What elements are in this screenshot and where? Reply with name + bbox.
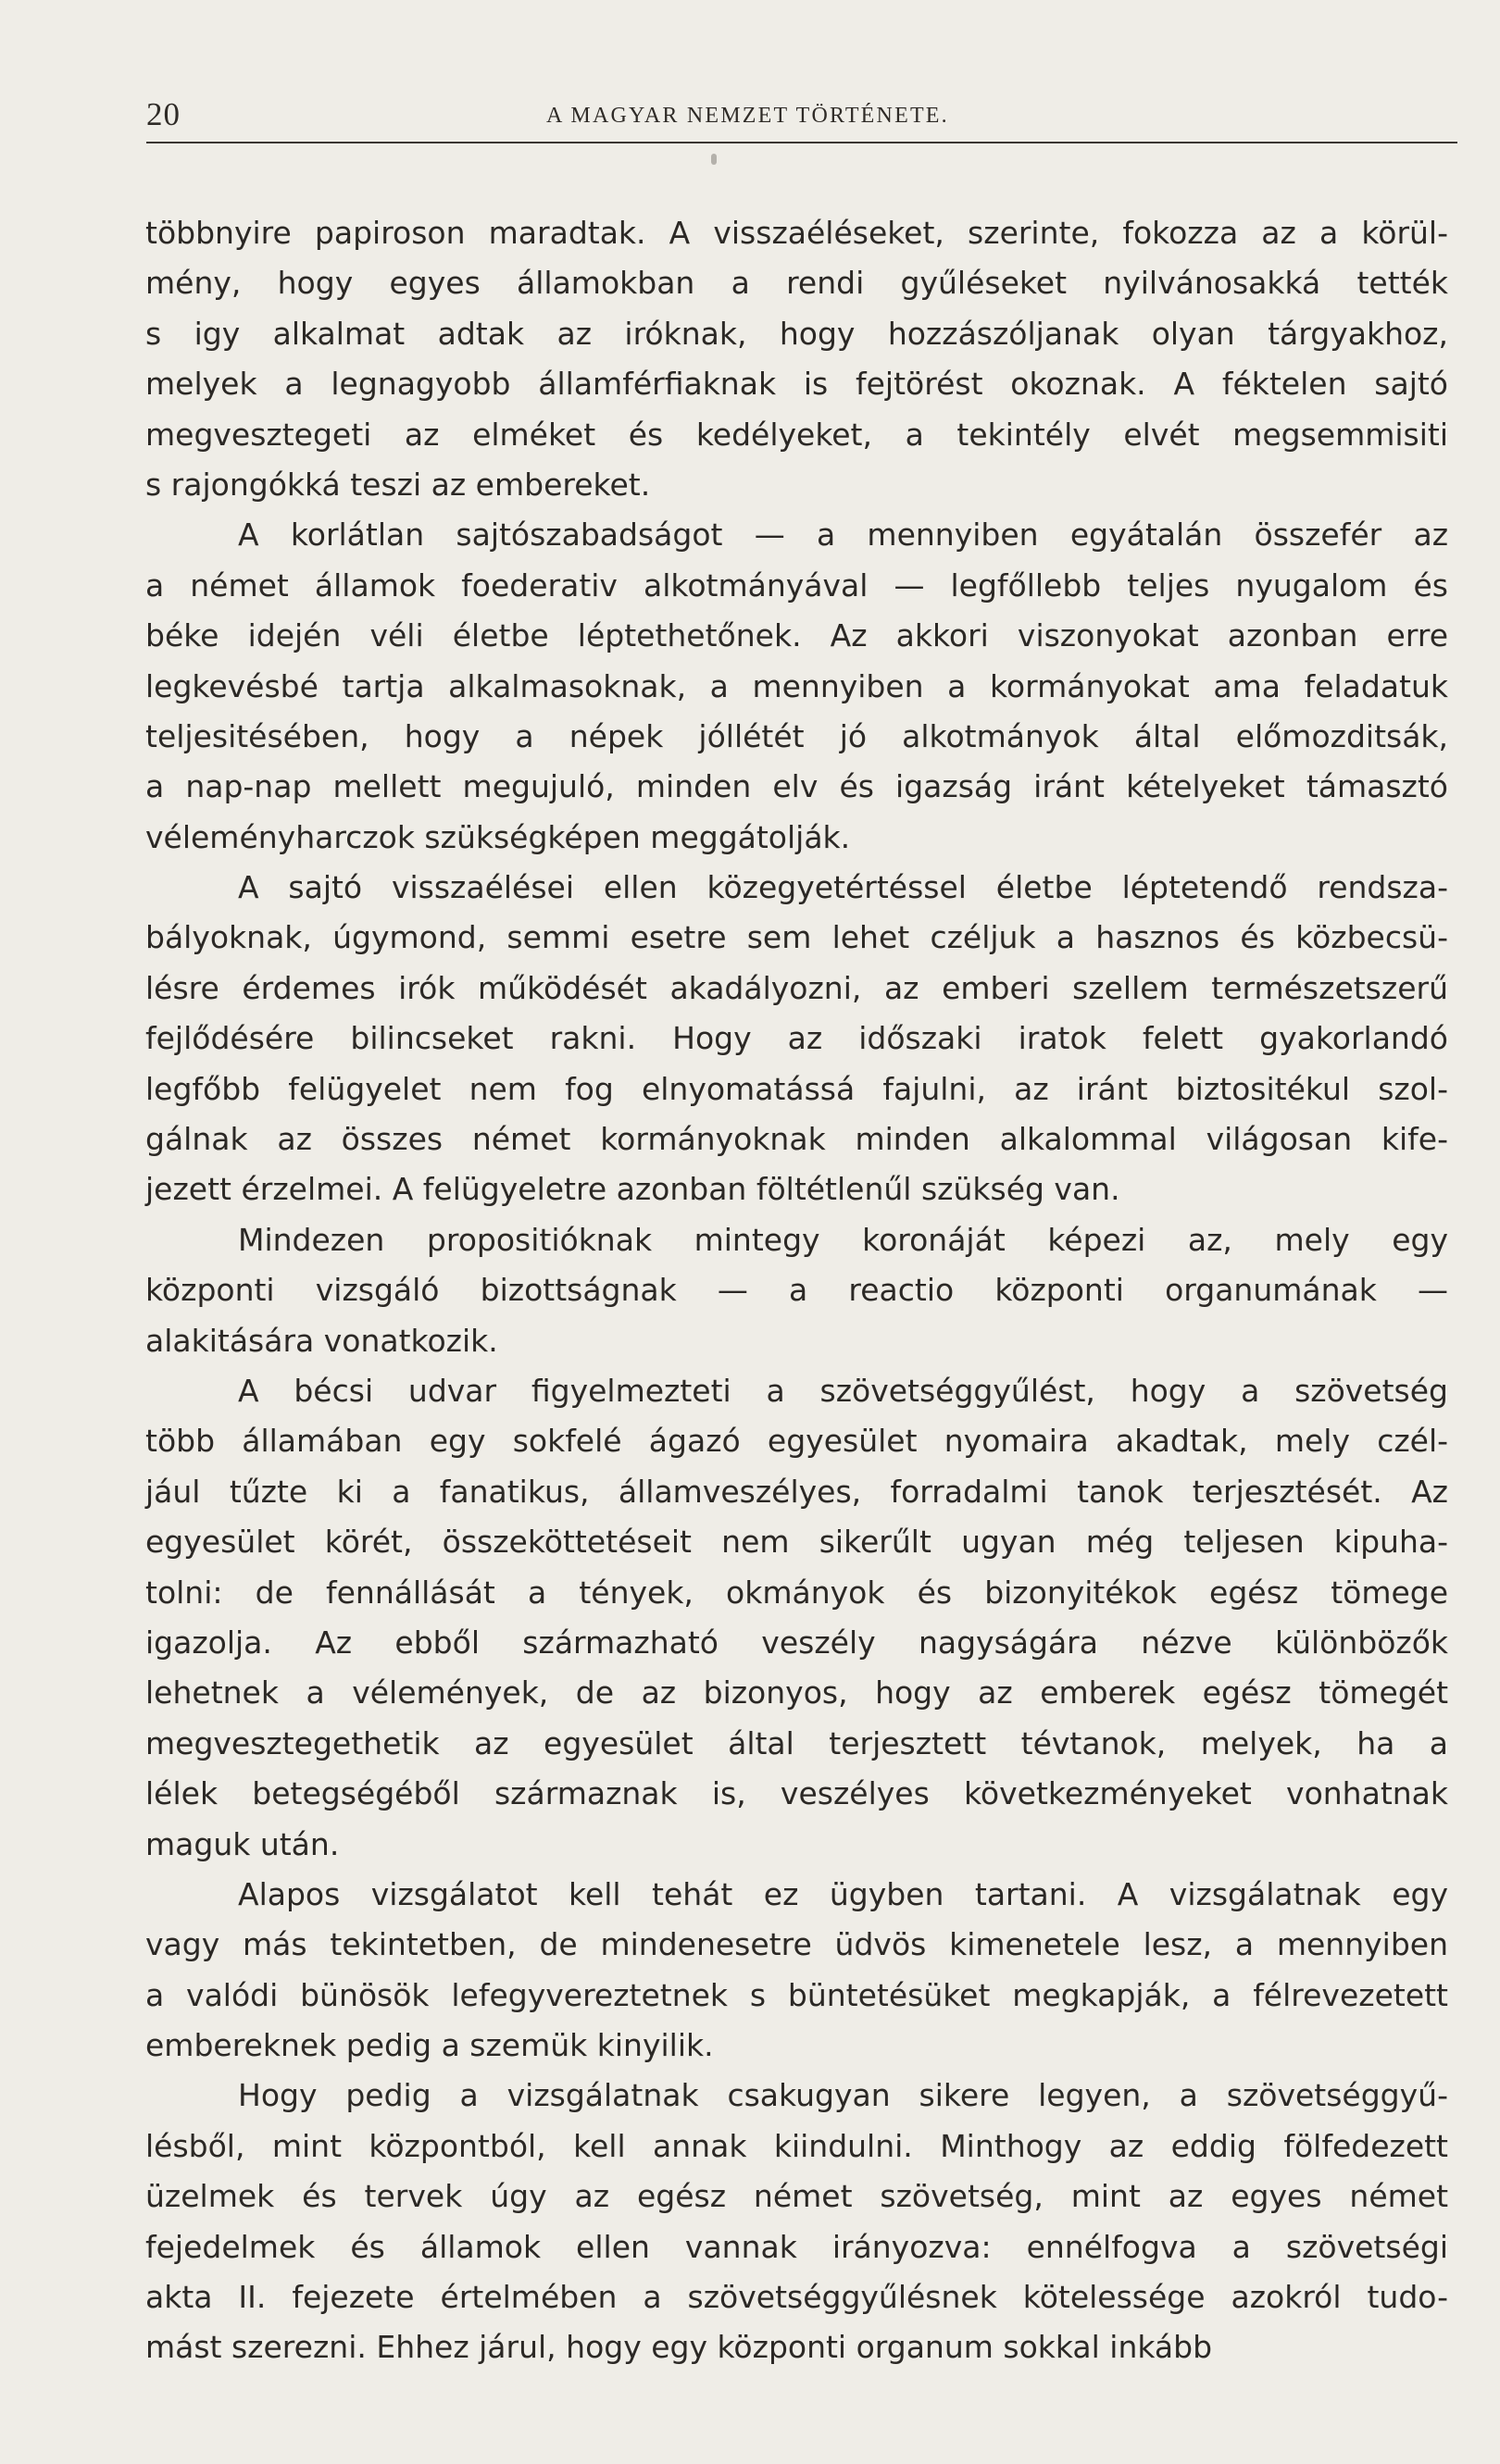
paragraph — [145, 1215, 1448, 1366]
text-line: egyesület körét, összeköttetéseit nem sikerűlt ugyan még teljesen kipuha- — [145, 1524, 1448, 1561]
text-line: embereknek pedig a szemük kinyilik. — [145, 2027, 714, 2064]
text-line: bályoknak, úgymond, semmi esetre sem lehet czéljuk a hasznos és közbecsü- — [145, 919, 1448, 956]
text-line: üzelmek és tervek úgy az egész német szövetség, mint az egyes német — [145, 2178, 1449, 2215]
text-line: véleményharczok szükségképen meggátolják. — [145, 818, 851, 855]
text-line: s rajongókká teszi az embereket. — [145, 466, 651, 503]
text-line: Mindezen propositióknak mintegy koronáját képezi az, mely egy — [238, 1221, 1448, 1258]
text-line: melyek a legnagyobb államférfiaknak is fejtörést okoznak. A féktelen sajtó — [145, 366, 1448, 403]
text-line: béke idején véli életbe léptethetőnek. Az akkori viszonyokat azonban erre — [145, 617, 1448, 654]
text-line: Alapos vizsgálatot kell tehát ez ügyben tartani. A vizsgálatnak egy — [238, 1875, 1448, 1912]
text-line: mény, hogy egyes államokban a rendi gyűléseket nyilvánosakká tették — [145, 265, 1449, 302]
text-line: megvesztegethetik az egyesület által terjesztett tévtanok, melyek, ha a — [145, 1724, 1449, 1761]
text-line: jezett érzelmei. A felügyeletre azonban föltétlenűl szükség van. — [145, 1171, 1120, 1208]
text-line: a német államok foederativ alkotmányával — legfőllebb teljes nyugalom és — [145, 566, 1448, 604]
text-line: maguk után. — [145, 1825, 340, 1862]
paragraph — [145, 863, 1448, 1215]
text-line: legfőbb felügyelet nem fog elnyomatássá fajulni, az iránt biztositékul szol- — [145, 1070, 1448, 1107]
print-speck — [711, 154, 717, 165]
running-title: A MAGYAR NEMZET TÖRTÉNETE. — [546, 104, 949, 128]
text-line: akta II. fejezete értelmében a szövetséggyűlésnek kötelessége azokról tudo- — [145, 2279, 1448, 2316]
text-line: Hogy pedig a vizsgálatnak csakugyan sikere legyen, a szövetséggyű- — [238, 2077, 1448, 2114]
text-line: jául tűzte ki a fanatikus, államveszélyes, forradalmi tanok terjesztését. Az — [145, 1473, 1448, 1510]
text-line: tolni: de fennállását a tények, okmányok és bizonyitékok egész tömege — [145, 1574, 1449, 1611]
body-text — [145, 208, 1448, 2373]
header-rule — [146, 142, 1457, 143]
text-line: lésre érdemes irók működését akadályozni, az emberi szellem természetszerű — [145, 969, 1448, 1006]
paragraph — [145, 208, 1448, 510]
text-line: igazolja. Az ebből származható veszély nagyságára nézve különbözők — [145, 1624, 1449, 1661]
text-line: fejedelmek és államok ellen vannak irányozva: ennélfogva a szövetségi — [145, 2228, 1448, 2265]
text-line: gálnak az összes német kormányoknak minden alkalommal világosan kife- — [145, 1121, 1448, 1158]
text-line: a valódi bünösök lefegyvereztetnek s büntetésüket megkapják, a félrevezetett — [145, 1976, 1448, 2013]
text-line: A bécsi udvar figyelmezteti a szövetséggyűlést, hogy a szövetség — [238, 1372, 1448, 1409]
text-line: A sajtó visszaélései ellen közegyetértéssel életbe léptetendő rendsza- — [238, 869, 1448, 906]
text-line: legkevésbé tartja alkalmasoknak, a mennyiben a kormányokat ama feladatuk — [145, 667, 1448, 704]
paragraph — [145, 1366, 1448, 1870]
text-line: vagy más tekintetben, de mindenesetre üdvös kimenetele lesz, a mennyiben — [145, 1926, 1448, 1963]
text-line: több államában egy sokfelé ágazó egyesület nyomaira akadtak, mely czél- — [145, 1423, 1449, 1460]
text-line: lésből, mint központból, kell annak kiindulni. Minthogy az eddig fölfedezett — [145, 2127, 1448, 2164]
text-line: fejlődésére bilincseket rakni. Hogy az időszaki iratok felett gyakorlandó — [145, 1020, 1448, 1057]
text-line: lélek betegségéből származnak is, veszélyes következményeket vonhatnak — [145, 1775, 1449, 1812]
running-head — [146, 96, 1457, 141]
text-line: alakitására vonatkozik. — [145, 1322, 498, 1359]
text-line: többnyire papiroson maradtak. A visszaéléseket, szerinte, fokozza az a körül- — [145, 215, 1449, 251]
paragraph — [145, 510, 1448, 863]
text-line: lehetnek a vélemények, de az bizonyos, hogy az emberek egész tömegét — [145, 1674, 1449, 1711]
text-line: megvesztegeti az elméket és kedélyeket, a tekintély elvét megsemmisiti — [145, 416, 1449, 453]
paragraph — [145, 2071, 1448, 2372]
text-line: A korlátlan sajtószabadságot — a mennyiben egyátalán összefér az — [238, 516, 1449, 554]
text-line: teljesitésében, hogy a népek jóllétét jó alkotmányok által előmozditsák, — [145, 717, 1449, 754]
page-number: 20 — [146, 96, 181, 132]
paragraph — [145, 1870, 1448, 2072]
text-line: központi vizsgáló bizottságnak — a reactio központi organumának — — [145, 1272, 1449, 1309]
text-line: s igy alkalmat adtak az iróknak, hogy hozzászóljanak olyan tárgyakhoz, — [145, 315, 1448, 352]
text-line: mást szerezni. Ehhez járul, hogy egy központi organum sokkal inkább — [145, 2329, 1213, 2366]
text-line: a nap-nap mellett megujuló, minden elv és igazság iránt kételyeket támasztó — [145, 768, 1448, 805]
